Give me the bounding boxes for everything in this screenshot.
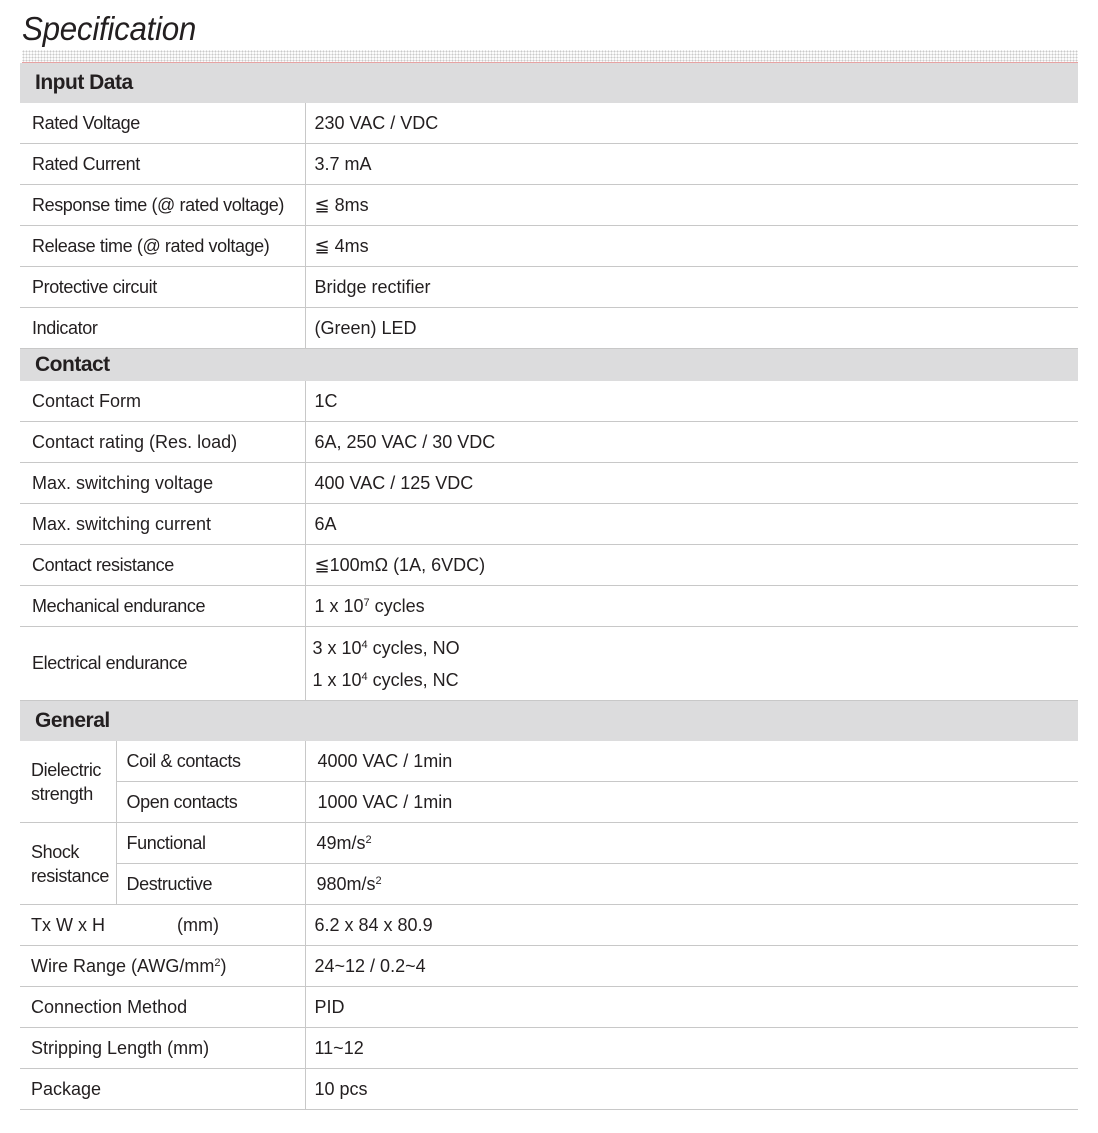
spec-label — [20, 946, 305, 987]
spec-label: Electrical endurance — [20, 627, 305, 701]
sub-label: Functional — [116, 823, 305, 864]
spec-value: 11~12 — [305, 1028, 1078, 1069]
section-title: General — [20, 701, 1078, 742]
value-unit: cycles — [369, 595, 425, 616]
spec-value — [305, 627, 1078, 701]
spec-row — [20, 946, 1078, 987]
spec-row — [20, 226, 1078, 267]
spec-value — [305, 864, 1078, 905]
spec-row — [20, 1028, 1078, 1069]
spec-row — [20, 144, 1078, 185]
value-line — [313, 632, 1079, 664]
spec-value: 1000 VAC / 1min — [305, 782, 1078, 823]
sub-label: Open contacts — [116, 782, 305, 823]
spec-row — [20, 987, 1078, 1028]
spec-value: 6.2 x 84 x 80.9 — [305, 905, 1078, 946]
spec-value: PID — [305, 987, 1078, 1028]
value-base: 980m/s — [316, 873, 376, 894]
spec-label: Indicator — [20, 308, 305, 349]
spec-label: Rated Current — [20, 144, 305, 185]
spec-value: 400 VAC / 125 VDC — [305, 463, 1078, 504]
group-label-line: strength — [31, 783, 93, 804]
spec-label: Connection Method — [20, 987, 305, 1028]
title-dotted-rule — [22, 50, 1078, 62]
spec-row — [20, 905, 1078, 946]
spec-value: ≦100mΩ (1A, 6VDC) — [305, 545, 1078, 586]
spec-row — [20, 267, 1078, 308]
spec-row — [20, 308, 1078, 349]
spec-value: ≦ 4ms — [305, 226, 1078, 267]
section-header-input — [20, 63, 1078, 103]
spec-label: Rated Voltage — [20, 103, 305, 144]
value-exponent: 7 — [363, 596, 370, 609]
spec-value: 6A, 250 VAC / 30 VDC — [305, 422, 1078, 463]
spec-row — [20, 782, 1078, 823]
section-header-general — [20, 701, 1078, 742]
label-close: ) — [220, 955, 227, 976]
spec-label: Release time (@ rated voltage) — [20, 226, 305, 267]
spec-row — [20, 823, 1078, 864]
spec-label: Contact rating (Res. load) — [20, 422, 305, 463]
value-base: 1 x 10 — [314, 595, 364, 616]
spec-label: Max. switching voltage — [20, 463, 305, 504]
value-exponent: 2 — [365, 833, 372, 846]
section-header-contact — [20, 349, 1078, 382]
dims-unit: (mm) — [177, 914, 219, 935]
spec-value: 24~12 / 0.2~4 — [305, 946, 1078, 987]
spec-value: 1C — [305, 381, 1078, 422]
spec-value: ≦ 8ms — [305, 185, 1078, 226]
spec-value: 4000 VAC / 1min — [305, 741, 1078, 782]
spec-row — [20, 422, 1078, 463]
spec-label: Stripping Length (mm) — [20, 1028, 305, 1069]
value-base: 3 x 10 — [312, 637, 362, 658]
page-title: Specification — [22, 10, 197, 47]
spec-value: 3.7 mA — [305, 144, 1078, 185]
spec-row — [20, 381, 1078, 422]
spec-value: 230 VAC / VDC — [305, 103, 1078, 144]
spec-label: Contact Form — [20, 381, 305, 422]
spec-label: Protective circuit — [20, 267, 305, 308]
spec-row — [20, 741, 1078, 782]
dims-label: Tx W x H — [31, 914, 105, 935]
value-line — [313, 664, 1079, 696]
spec-label: Max. switching current — [20, 504, 305, 545]
spec-row — [20, 545, 1078, 586]
spec-value — [305, 586, 1078, 627]
group-label-shock — [20, 823, 116, 905]
spec-value: 10 pcs — [305, 1069, 1078, 1110]
label-exponent: 2 — [214, 956, 221, 969]
spec-value — [305, 823, 1078, 864]
spec-row — [20, 586, 1078, 627]
spec-label: Response time (@ rated voltage) — [20, 185, 305, 226]
spec-label — [20, 905, 305, 946]
section-title: Input Data — [20, 63, 1078, 103]
value-unit: cycles, NC — [367, 669, 459, 690]
section-title: Contact — [20, 349, 1078, 382]
spec-row — [20, 103, 1078, 144]
value-exponent: 4 — [361, 670, 368, 683]
value-base: 1 x 10 — [312, 669, 362, 690]
value-exponent: 2 — [375, 874, 382, 887]
spec-label: Package — [20, 1069, 305, 1110]
sub-label: Destructive — [116, 864, 305, 905]
spec-row — [20, 864, 1078, 905]
spec-row — [20, 627, 1078, 701]
value-base: 49m/s — [316, 832, 366, 853]
spec-row — [20, 504, 1078, 545]
value-unit: cycles, NO — [367, 637, 460, 658]
spec-row — [20, 185, 1078, 226]
spec-value: (Green) LED — [305, 308, 1078, 349]
group-label-dielectric — [20, 741, 116, 823]
label-base: Wire Range (AWG/mm — [31, 955, 215, 976]
spec-value: 6A — [305, 504, 1078, 545]
value-exponent: 4 — [361, 638, 368, 651]
spec-label: Mechanical endurance — [20, 586, 305, 627]
group-label-line: Shock — [31, 841, 80, 862]
group-label-line: resistance — [31, 865, 110, 886]
spec-value: Bridge rectifier — [305, 267, 1078, 308]
spec-label: Contact resistance — [20, 545, 305, 586]
group-label-line: Dielectric — [31, 759, 102, 780]
spec-row — [20, 463, 1078, 504]
sub-label: Coil & contacts — [116, 741, 305, 782]
spec-table — [20, 63, 1078, 1110]
spec-row — [20, 1069, 1078, 1110]
